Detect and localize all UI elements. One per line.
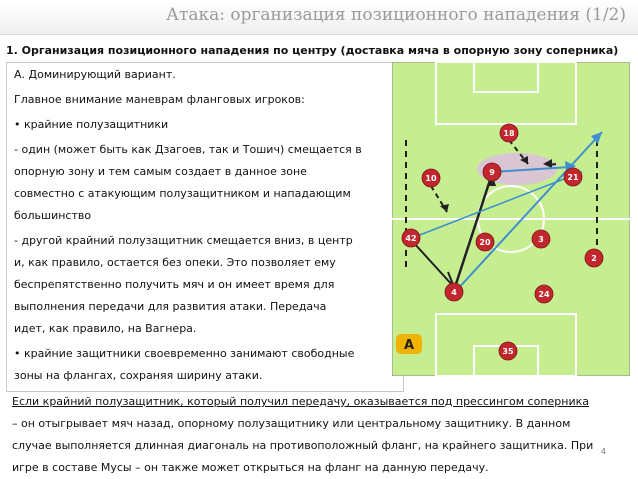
player-marker [500,124,518,142]
player-number: 20 [479,238,491,247]
bottom-text-line: Если крайний полузащитник, который получил передачу, оказывается под прессингом соперника [12,395,590,408]
player-marker [445,283,463,301]
section-heading: 1. Организация позиционного нападения по центру (доставка мяча в опорную зону соперника) [6,44,619,57]
text-line: • крайние полузащитники [14,118,169,131]
player-marker [476,233,494,251]
text-line: выполнения передачи для развития атаки. Передача [14,300,327,313]
player-number: 3 [538,235,544,244]
text-line: беспрепятственно получить мяч и он имеет время для [14,278,335,291]
player-number: 2 [591,254,597,263]
football-field-diagram [392,62,630,376]
player-marker [532,230,550,248]
field-label: A [403,338,415,353]
text-line: - один (может быть как Дзагоев, так и Тошич) смещается в [14,143,362,156]
player-number: 18 [503,129,515,138]
text-line: зоны на флангах, сохраняя ширину атаки. [14,369,263,382]
text-line: идет, как правило, на Вагнера. [14,322,197,335]
text-line: и, как правило, остается без опеки. Это позволяет ему [14,256,336,269]
player-number: 21 [567,173,579,182]
bottom-text-line: – он отыгрывает мяч назад, опорному полузащитнику или центральному защитнику. В данном [12,417,571,430]
title-bar [0,0,638,35]
page-number: 4 [600,447,606,456]
player-marker [585,249,603,267]
slide-title: Атака: организация позиционного нападения (1/2) [166,5,626,25]
player-marker [422,169,440,187]
text-line: совместно с атакующим полузащитником и нападающим [14,187,351,200]
player-marker [535,285,553,303]
player-marker [483,163,501,181]
text-line: А. Доминирующий вариант. [14,68,176,81]
text-line: • крайние защитники своевременно занимают свободные [14,347,355,360]
bottom-text-line: игре в составе Мусы – он также может открыться на фланг на данную передачу. [12,461,489,474]
text-box [6,62,404,392]
player-number: 9 [489,168,495,177]
player-marker [564,168,582,186]
player-marker [499,342,517,360]
text-line: - другой крайний полузащитник смещается вниз, в центр [14,234,353,247]
text-line: Главное внимание маневрам фланговых игроков: [14,93,305,106]
player-number: 42 [405,234,417,243]
player-number: 35 [502,347,514,356]
text-line: опорную зону и тем самым создает в данное зоне [14,165,307,178]
player-marker [402,229,420,247]
player-number: 24 [538,290,550,299]
bottom-text-line: случае выполняется длинная диагональ на противоположный фланг, на крайнего защитника. При [12,439,594,452]
player-number: 4 [451,288,457,297]
player-number: 10 [425,174,437,183]
text-line: большинство [14,209,92,222]
